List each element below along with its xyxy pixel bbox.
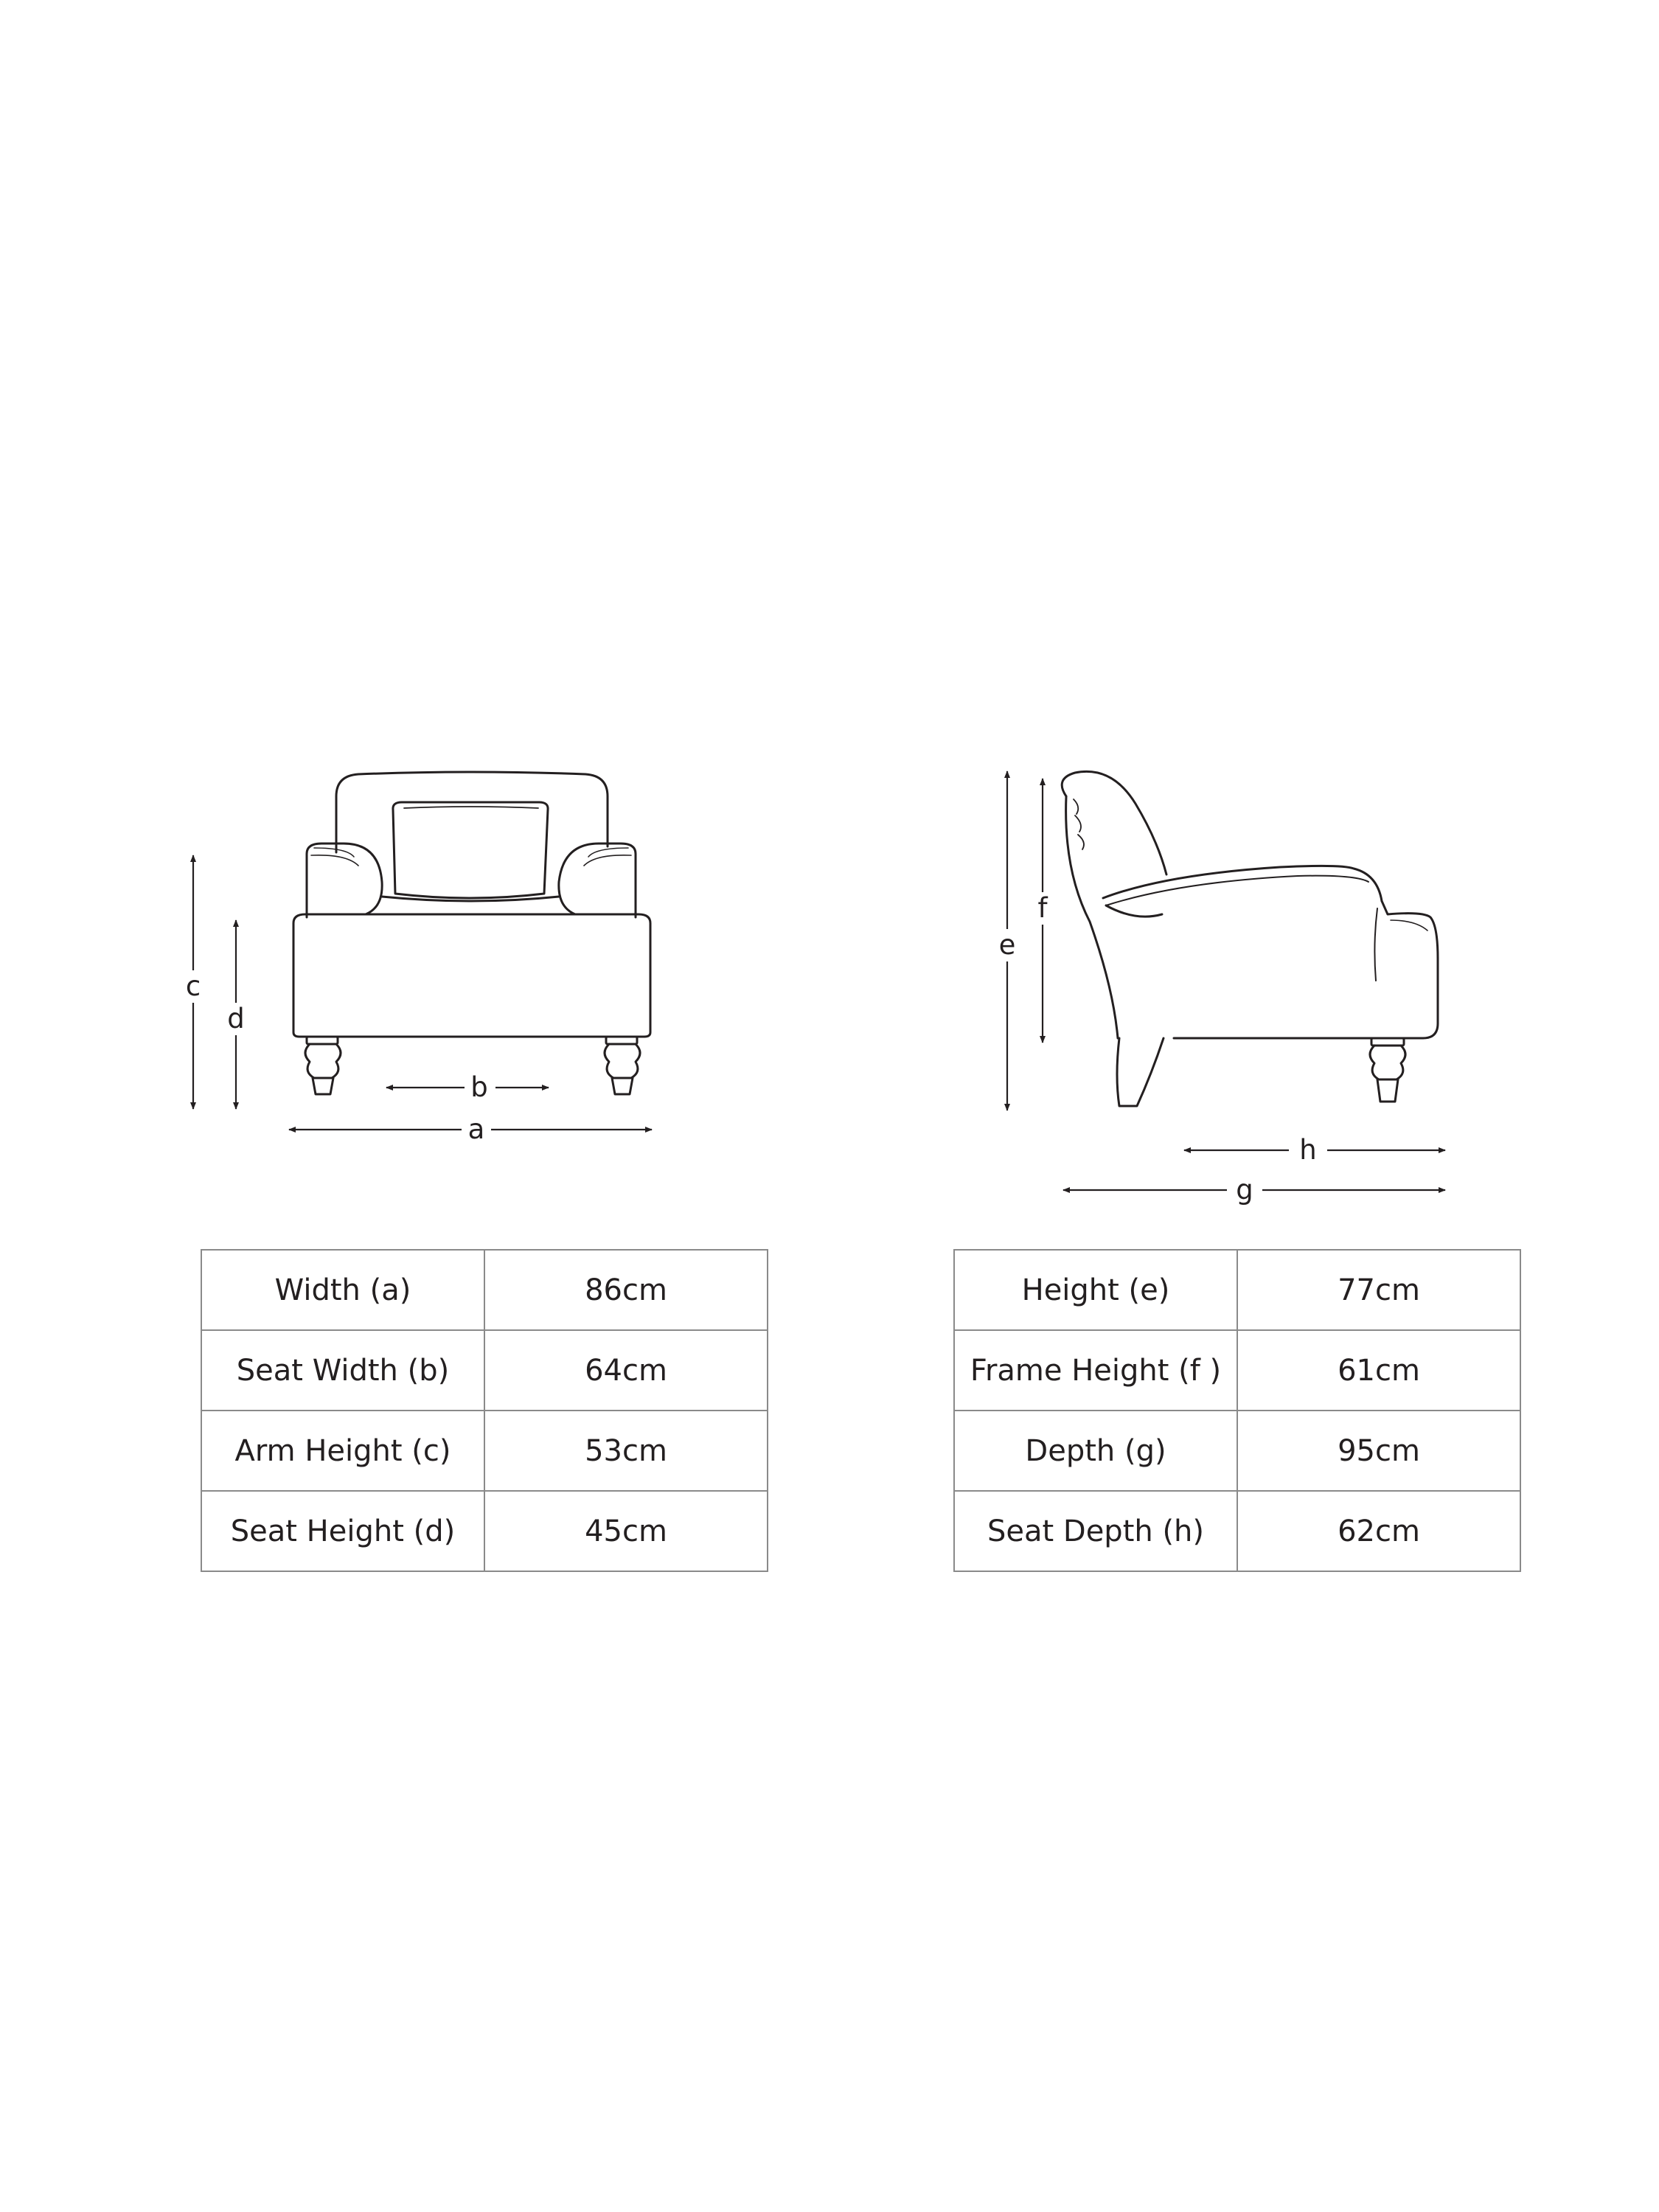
dim-label-e: e [998, 929, 1016, 961]
dimension-value: 86cm [484, 1250, 768, 1330]
table-row [201, 1411, 768, 1491]
dimension-value: 77cm [1237, 1250, 1520, 1330]
dimension-label: Height (e) [954, 1250, 1237, 1330]
dimension-label: Arm Height (c) [201, 1411, 484, 1491]
dimension-label: Seat Width (b) [201, 1330, 484, 1411]
table-row [954, 1491, 1520, 1571]
dim-label-c: c [185, 970, 201, 1002]
dim-label-b: b [470, 1071, 488, 1103]
dimension-label: Seat Depth (h) [954, 1491, 1237, 1571]
dimension-label: Frame Height (f ) [954, 1330, 1237, 1411]
dimension-value: 62cm [1237, 1491, 1520, 1571]
table-row [201, 1330, 768, 1411]
dim-label-f: f [1037, 892, 1048, 924]
table-row [954, 1250, 1520, 1330]
armchair-side-view [1062, 771, 1438, 1106]
table-row [201, 1250, 768, 1330]
side-dimension-lines [1007, 771, 1445, 1190]
dimension-label: Depth (g) [954, 1411, 1237, 1491]
table-row [954, 1411, 1520, 1491]
dimension-label: Width (a) [201, 1250, 484, 1330]
table-row [201, 1491, 768, 1571]
front-dimensions-table [201, 1249, 768, 1572]
armchair-front-view [293, 772, 650, 1094]
dimension-value: 53cm [484, 1411, 768, 1491]
dim-label-a: a [467, 1113, 485, 1145]
dimension-value: 64cm [484, 1330, 768, 1411]
dim-label-d: d [227, 1003, 245, 1034]
dim-label-g: g [1236, 1174, 1253, 1206]
side-dimensions-table [953, 1249, 1521, 1572]
dim-label-h: h [1299, 1134, 1317, 1166]
table-row [954, 1330, 1520, 1411]
dimension-value: 95cm [1237, 1411, 1520, 1491]
dimension-label: Seat Height (d) [201, 1491, 484, 1571]
dimension-value: 45cm [484, 1491, 768, 1571]
dimension-value: 61cm [1237, 1330, 1520, 1411]
